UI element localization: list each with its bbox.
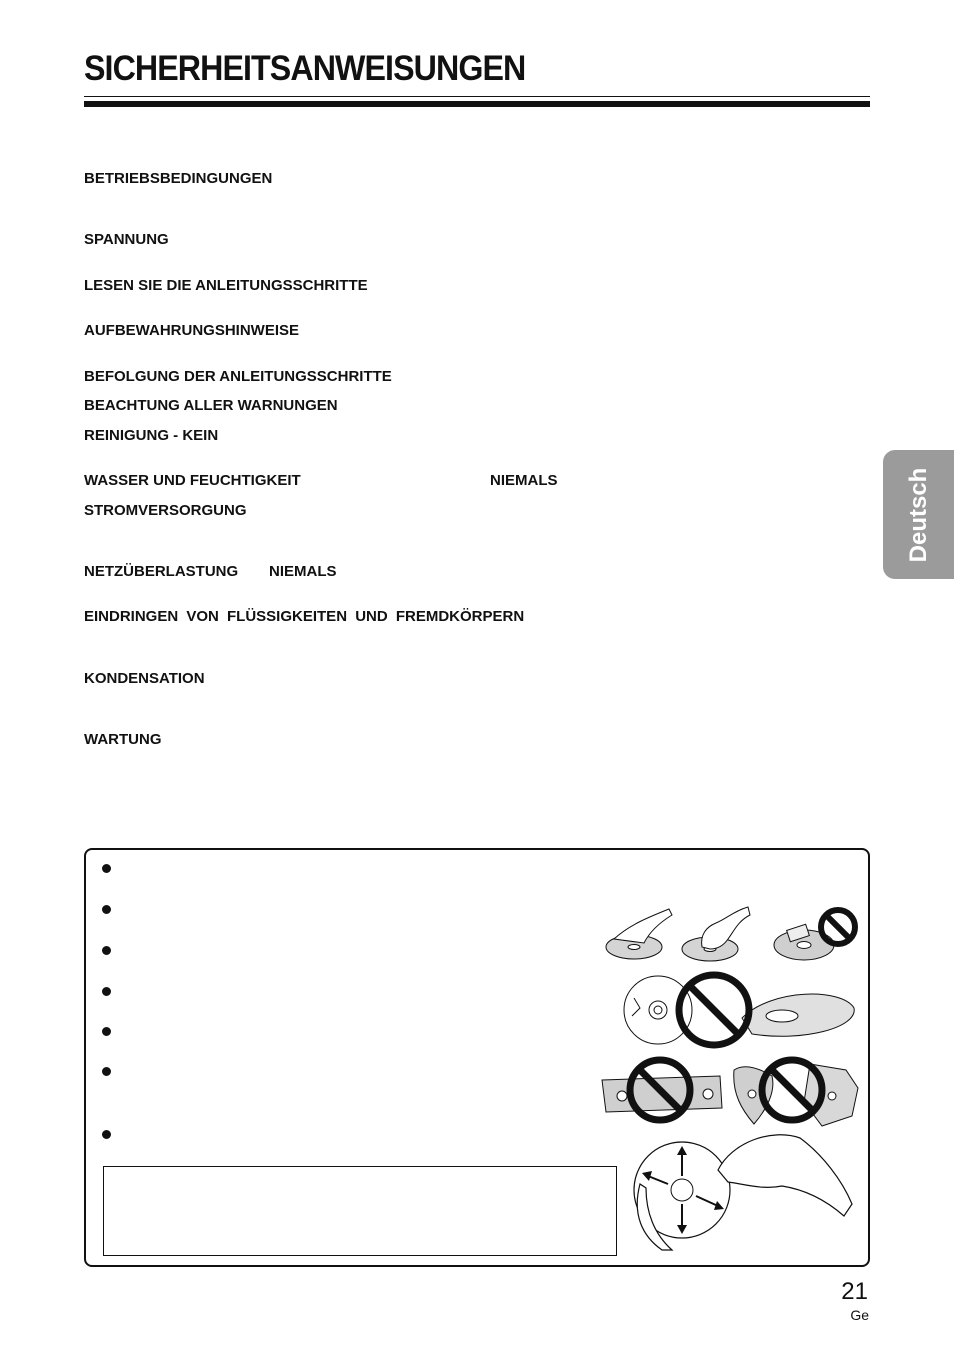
bullet-dot-icon — [102, 1130, 111, 1139]
disc-cleaning-illustration — [632, 1124, 854, 1252]
prohibition-icon — [821, 910, 855, 944]
bullet-dot-icon — [102, 987, 111, 996]
heading-betriebsbedingungen: BETRIEBSBEDINGUNGEN — [84, 170, 273, 187]
heading-eindringen: EINDRINGEN VON FLÜSSIGKEITEN UND FREMDKÖRPERN — [84, 608, 525, 625]
page-number: 21 — [841, 1278, 868, 1305]
heading-aufbewahrungshinweise: AUFBEWAHRUNGSHINWEISE — [84, 322, 300, 339]
title-rule-thick — [84, 101, 870, 107]
odd-shaped-disc-illustration — [596, 1054, 860, 1130]
heading-reinigung: REINIGUNG - KEIN — [84, 427, 219, 444]
damaged-disc-illustration — [622, 968, 858, 1050]
heading-befolgung: BEFOLGUNG DER ANLEITUNGSSCHRITTE — [84, 368, 392, 385]
bullet-dot-icon — [102, 864, 111, 873]
note-box — [103, 1166, 617, 1256]
heading-wasser: WASSER UND FEUCHTIGKEIT — [84, 472, 301, 489]
disc-icon — [742, 994, 854, 1036]
heading-beachtung: BEACHTUNG ALLER WARNUNGEN — [84, 397, 338, 414]
bullet-dot-icon — [102, 1027, 111, 1036]
page-language-code: Ge — [850, 1307, 869, 1323]
water-niemals-term: NIEMALS — [490, 472, 558, 489]
language-side-tab-label: Deutsch — [904, 467, 932, 562]
heading-stromversorgung: STROMVERSORGUNG — [84, 502, 247, 519]
overload-niemals-term: NIEMALS — [269, 563, 337, 580]
hand-icon — [614, 909, 672, 943]
heading-spannung: SPANNUNG — [84, 231, 169, 248]
title-rule-thin — [84, 96, 870, 97]
bullet-dot-icon — [102, 946, 111, 955]
heading-wartung: WARTUNG — [84, 731, 162, 748]
bullet-dot-icon — [102, 1067, 111, 1076]
heading-netzueberlastung: NETZÜBERLASTUNG — [84, 563, 239, 580]
heading-kondensation: KONDENSATION — [84, 670, 205, 687]
hand-icon — [718, 1135, 852, 1216]
language-side-tab — [883, 450, 954, 579]
disc-handling-illustration — [604, 905, 860, 965]
page-title: SICHERHEITSANWEISUNGEN — [84, 49, 526, 88]
heading-lesen-sie: LESEN SIE DIE ANLEITUNGSSCHRITTE — [84, 277, 368, 294]
bullet-dot-icon — [102, 905, 111, 914]
